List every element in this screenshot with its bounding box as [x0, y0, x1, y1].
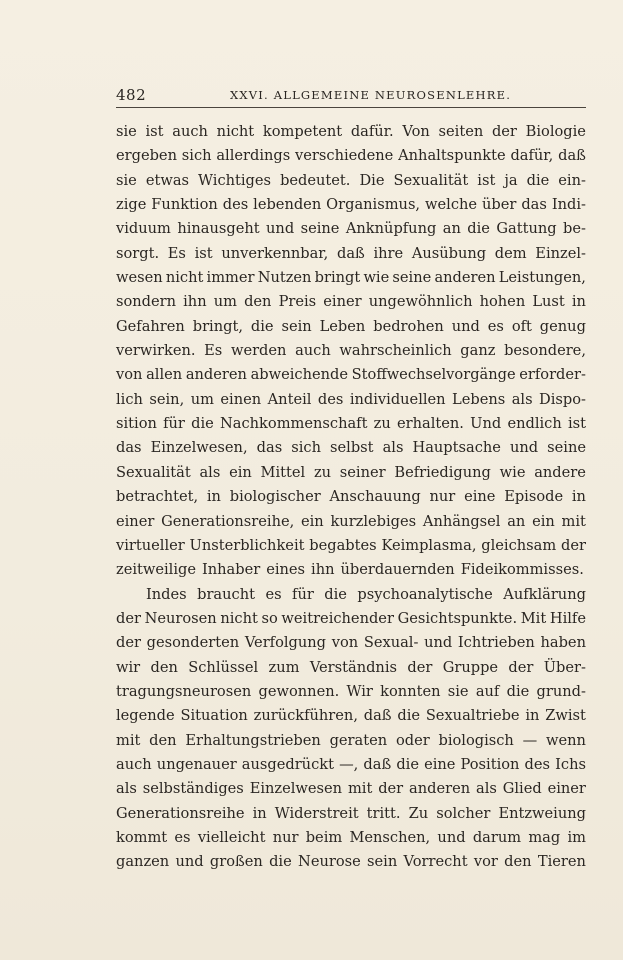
word: den — [504, 853, 532, 871]
word: ungenauer — [156, 755, 237, 773]
word: großen — [209, 853, 263, 871]
word: nur — [429, 488, 456, 506]
word: sorgt. — [116, 244, 160, 262]
word: auch — [116, 755, 152, 773]
header-rule — [116, 107, 586, 108]
word: Ausübung — [411, 244, 487, 262]
word: Lebens — [452, 390, 506, 408]
word: Dispo- — [539, 390, 586, 408]
word: wie — [363, 269, 390, 287]
text-line — [116, 266, 586, 290]
word: als — [199, 463, 221, 481]
word: des — [222, 196, 249, 214]
word: endlich — [507, 415, 562, 433]
word: sition — [116, 415, 157, 433]
word: Keimplasma, — [381, 536, 477, 554]
word: Generationsreihe — [116, 804, 245, 822]
word: für — [292, 585, 314, 603]
word: um — [190, 390, 214, 408]
word: Anschauung — [329, 488, 421, 506]
word: Biologie — [525, 123, 586, 140]
word: andere — [534, 463, 586, 481]
text-line — [116, 436, 586, 460]
word: Befriedigung — [394, 463, 491, 481]
word: ist — [194, 244, 213, 262]
word: der — [407, 658, 433, 676]
word: be- — [563, 220, 586, 238]
word: und — [266, 220, 295, 238]
word: sondern — [116, 293, 177, 311]
word: als — [476, 780, 497, 798]
word: der — [560, 536, 586, 554]
word: lich — [116, 390, 143, 408]
word: geraten — [329, 731, 388, 749]
word: an — [442, 220, 461, 238]
word: Und — [470, 415, 502, 433]
word: Gesichtspunkte. — [397, 609, 518, 627]
word: sich — [291, 439, 321, 457]
word: die — [467, 220, 490, 238]
word: und — [175, 853, 204, 871]
word: Hauptsache — [412, 439, 501, 457]
word: bedeutet. — [280, 171, 351, 189]
word: Episode — [504, 488, 564, 506]
word: gesonderten — [146, 634, 240, 652]
text-line — [116, 120, 586, 144]
word: Wichtiges — [198, 171, 272, 189]
word: Menschen, — [349, 828, 431, 846]
text-line — [116, 242, 586, 266]
word: ergeben — [116, 147, 177, 165]
word: ihre — [373, 244, 404, 262]
word: über — [482, 196, 517, 214]
word: tragungsneurosen — [116, 682, 252, 700]
word: sein — [281, 317, 312, 335]
text-line — [116, 607, 586, 631]
word: seiten — [438, 123, 484, 140]
word: anderen — [434, 269, 496, 287]
word: oder — [395, 731, 430, 749]
word: Indes — [146, 585, 187, 603]
word: ein — [229, 463, 252, 481]
word: Von — [402, 123, 430, 140]
word: nur — [272, 828, 299, 846]
word: Nutzen — [257, 269, 312, 287]
word: werden — [230, 342, 287, 360]
word: Leistungen, — [498, 269, 586, 287]
text-line — [116, 388, 586, 412]
page-number: 482 — [116, 86, 147, 104]
word: mit — [561, 512, 586, 530]
word: mit — [347, 780, 373, 798]
text-line — [116, 777, 586, 801]
text-line — [116, 656, 586, 680]
text-line — [116, 193, 586, 217]
word: eine — [464, 488, 496, 506]
word: Organismus, — [326, 196, 421, 214]
word: bringt, — [192, 317, 243, 335]
word: —, — [339, 755, 359, 773]
word: Zwist — [545, 707, 586, 725]
word: Mit — [520, 609, 547, 627]
word: ganzen — [116, 853, 170, 871]
word: eines — [266, 561, 306, 579]
word: welche — [425, 196, 478, 214]
word: eine — [424, 755, 456, 773]
word: haben — [540, 634, 586, 652]
word: der — [491, 123, 517, 140]
word: ihn — [183, 293, 207, 311]
word: einer — [116, 512, 155, 530]
word: lebenden — [253, 196, 322, 214]
word: Entzweiung — [498, 804, 586, 822]
word: Die — [359, 171, 385, 189]
word: verwirken. — [116, 342, 196, 360]
word: Generationsreihe, — [161, 512, 295, 530]
word: der — [116, 634, 141, 652]
word: Indi- — [551, 196, 586, 214]
word: zu — [313, 463, 332, 481]
word: und — [509, 439, 539, 457]
word: den — [244, 293, 272, 311]
word: für — [163, 415, 185, 433]
word: nicht — [220, 609, 258, 627]
word: Neurosen — [144, 609, 217, 627]
word: verschiedene — [295, 147, 394, 165]
word: seiner — [339, 463, 386, 481]
word: erhalten. — [397, 415, 464, 433]
word: selbst — [330, 439, 374, 457]
word: zu — [373, 415, 391, 433]
word: Stoffwechselvorgänge — [351, 366, 516, 384]
word: Wir — [346, 682, 373, 700]
word: im — [567, 828, 586, 846]
word: die — [396, 755, 419, 773]
word: Es — [167, 244, 186, 262]
word: und — [437, 828, 466, 846]
word: Sexualität — [116, 463, 191, 481]
running-head — [116, 86, 586, 108]
word: dem — [494, 244, 527, 262]
text-line — [116, 680, 586, 704]
text-line — [116, 315, 586, 339]
word: zige — [116, 196, 147, 214]
word: Funktion — [151, 196, 218, 214]
word: sie — [447, 682, 469, 700]
word: legende — [116, 707, 175, 725]
text-line — [116, 850, 586, 874]
word: Sexualität — [393, 171, 469, 189]
word: Ichtrieben — [457, 634, 535, 652]
word: so — [261, 609, 278, 627]
word: Verständnis — [309, 658, 397, 676]
word: wahrscheinlich — [339, 342, 452, 360]
word: es — [174, 828, 191, 846]
word: vielleicht — [197, 828, 266, 846]
word: und — [424, 634, 453, 652]
body-text — [116, 120, 586, 875]
word: als — [382, 439, 404, 457]
word: Erhaltungstrieben — [185, 731, 321, 749]
word: es — [487, 317, 504, 335]
word: beim — [305, 828, 343, 846]
word: an — [507, 512, 526, 530]
word: solcher — [436, 804, 491, 822]
word: hinausgeht — [177, 220, 260, 238]
word: Verfolgung — [244, 634, 327, 652]
word: selbständiges — [142, 780, 244, 798]
word: Fideikommisses. — [460, 561, 584, 579]
word: in — [252, 804, 267, 822]
word: Ichs — [555, 755, 586, 773]
text-line — [116, 583, 586, 607]
word: biologischer — [229, 488, 321, 506]
word: zum — [268, 658, 300, 676]
word: wie — [499, 463, 526, 481]
word: ein — [301, 512, 324, 530]
word: gewonnen. — [258, 682, 340, 700]
word: sie — [116, 123, 137, 140]
word: die — [397, 707, 421, 725]
word: daß — [363, 707, 392, 725]
word: seine — [300, 220, 340, 238]
text-line — [116, 753, 586, 777]
word: Preis — [278, 293, 317, 311]
word: Widerstreit — [274, 804, 359, 822]
word: sein — [367, 853, 398, 871]
word: Anteil — [267, 390, 312, 408]
word: einen — [220, 390, 262, 408]
word: seine — [547, 439, 586, 457]
word: Anknüpfung — [345, 220, 437, 238]
word: individuellen — [349, 390, 446, 408]
word: daß — [363, 755, 392, 773]
word: Position — [460, 755, 520, 773]
word: dafür, — [510, 147, 554, 165]
word: sich — [181, 147, 212, 165]
word: von — [116, 366, 143, 384]
word: vor — [473, 853, 498, 871]
word: Sexual- — [363, 634, 419, 652]
word: begabtes — [309, 536, 377, 554]
word: Hilfe — [549, 609, 586, 627]
word: des — [524, 755, 551, 773]
word: der — [116, 609, 141, 627]
word: oft — [511, 317, 532, 335]
word: biologisch — [438, 731, 514, 749]
word: braucht — [197, 585, 255, 603]
word: überdauernden — [340, 561, 455, 579]
word: die — [324, 585, 347, 603]
word: Einzelwesen — [249, 780, 343, 798]
word: auf — [475, 682, 500, 700]
word: in — [525, 707, 540, 725]
word: den — [149, 731, 177, 749]
word: in — [571, 488, 586, 506]
word: Mittel — [260, 463, 306, 481]
word: Aufklärung — [503, 585, 586, 603]
word: kompetent — [262, 123, 343, 140]
text-line — [116, 412, 586, 436]
word: etwas — [145, 171, 190, 189]
word: mit — [116, 731, 141, 749]
word: darum — [472, 828, 522, 846]
word: und — [451, 317, 480, 335]
word: Sexualtriebe — [425, 707, 520, 725]
word: wenn — [546, 731, 586, 749]
text-line — [116, 729, 586, 753]
word: die — [506, 682, 530, 700]
word: des — [317, 390, 344, 408]
word: Vorrecht — [403, 853, 468, 871]
word: ungewöhnlich — [368, 293, 473, 311]
text-line — [116, 461, 586, 485]
word: Schlüssel — [188, 658, 259, 676]
word: virtueller — [116, 536, 185, 554]
word: das — [256, 439, 283, 457]
word: Glied — [502, 780, 542, 798]
text-line — [116, 485, 586, 509]
word: daß — [336, 244, 365, 262]
word: das — [116, 439, 142, 457]
word: Gefahren — [116, 317, 185, 335]
word: Tieren — [537, 853, 586, 871]
word: als — [511, 390, 533, 408]
text-line — [116, 534, 586, 558]
word: ist — [567, 415, 586, 433]
word: abweichende — [250, 366, 349, 384]
word: die — [191, 415, 214, 433]
word: als — [116, 780, 137, 798]
word: immer — [206, 269, 255, 287]
word: tritt. — [366, 804, 401, 822]
word: ihn — [311, 561, 335, 579]
word: psychoanalytische — [357, 585, 493, 603]
word: kurzlebiges — [330, 512, 417, 530]
word: Leben — [319, 317, 366, 335]
word: hohen — [479, 293, 526, 311]
word: den — [150, 658, 178, 676]
word: sein, — [149, 390, 185, 408]
text-line — [116, 363, 586, 387]
word: ausgedrückt — [241, 755, 334, 773]
word: Neurose — [298, 853, 361, 871]
word: einer — [547, 780, 586, 798]
word: Nachkommenschaft — [220, 415, 368, 433]
word: Lust — [532, 293, 565, 311]
word: das — [521, 196, 547, 214]
word: sie — [116, 171, 137, 189]
word: — — [522, 731, 538, 749]
text-line — [116, 169, 586, 193]
word: ein — [532, 512, 555, 530]
word: der — [508, 658, 534, 676]
word: Inhaber — [201, 561, 261, 579]
word: ganz — [460, 342, 496, 360]
word: betrachtet, — [116, 488, 199, 506]
text-line — [116, 144, 586, 168]
text-line — [116, 802, 586, 826]
text-line — [116, 339, 586, 363]
word: anderen — [409, 780, 471, 798]
word: Über- — [543, 658, 586, 676]
word: Zu — [408, 804, 429, 822]
word: um — [213, 293, 237, 311]
word: auch — [172, 123, 208, 140]
word: die — [250, 317, 274, 335]
word: bedrohen — [373, 317, 444, 335]
word: ist — [145, 123, 164, 140]
word: in — [206, 488, 221, 506]
word: anderen — [185, 366, 247, 384]
word: mag — [528, 828, 561, 846]
word: grund- — [536, 682, 586, 700]
text-line — [116, 704, 586, 728]
word: Anhängsel — [422, 512, 501, 530]
word: in — [571, 293, 586, 311]
text-line — [116, 290, 586, 314]
word: wir — [116, 658, 141, 676]
word: Einzelwesen, — [150, 439, 248, 457]
word: nicht — [165, 269, 204, 287]
word: ja — [504, 171, 518, 189]
word: einer — [323, 293, 362, 311]
word: erforder- — [519, 366, 586, 384]
word: Gruppe — [442, 658, 499, 676]
word: wesen — [116, 269, 163, 287]
word: zurückführen, — [253, 707, 358, 725]
text-line — [116, 510, 586, 534]
word: daß — [558, 147, 586, 165]
word: kommt — [116, 828, 168, 846]
word: dafür. — [350, 123, 394, 140]
text-line — [116, 217, 586, 241]
word: allerdings — [216, 147, 291, 165]
text-line — [116, 631, 586, 655]
word: zeitweilige — [116, 561, 196, 579]
word: ist — [477, 171, 496, 189]
word: Anhaltspunkte — [398, 147, 506, 165]
text-line — [116, 826, 586, 850]
word: Gattung — [496, 220, 557, 238]
word: Situation — [180, 707, 248, 725]
word: besondere, — [504, 342, 586, 360]
word: gleichsam — [481, 536, 557, 554]
word: die — [526, 171, 550, 189]
word: weitreichender — [281, 609, 394, 627]
chapter-title: XXVI. ALLGEMEINE NEUROSENLEHRE. — [230, 88, 512, 102]
word: seine — [392, 269, 432, 287]
word: viduum — [116, 220, 171, 238]
word: die — [269, 853, 292, 871]
word: Es — [204, 342, 223, 360]
word: Einzel- — [535, 244, 586, 262]
word: nicht — [216, 123, 255, 140]
word: es — [265, 585, 282, 603]
word: von — [331, 634, 359, 652]
word: konnten — [380, 682, 441, 700]
word: Unsterblichkeit — [189, 536, 305, 554]
text-line — [116, 558, 586, 582]
word: genug — [539, 317, 586, 335]
word: allen — [146, 366, 183, 384]
word: bringt — [314, 269, 361, 287]
word: der — [378, 780, 404, 798]
word: unverkennbar, — [221, 244, 329, 262]
word: auch — [295, 342, 331, 360]
word: ein- — [558, 171, 586, 189]
